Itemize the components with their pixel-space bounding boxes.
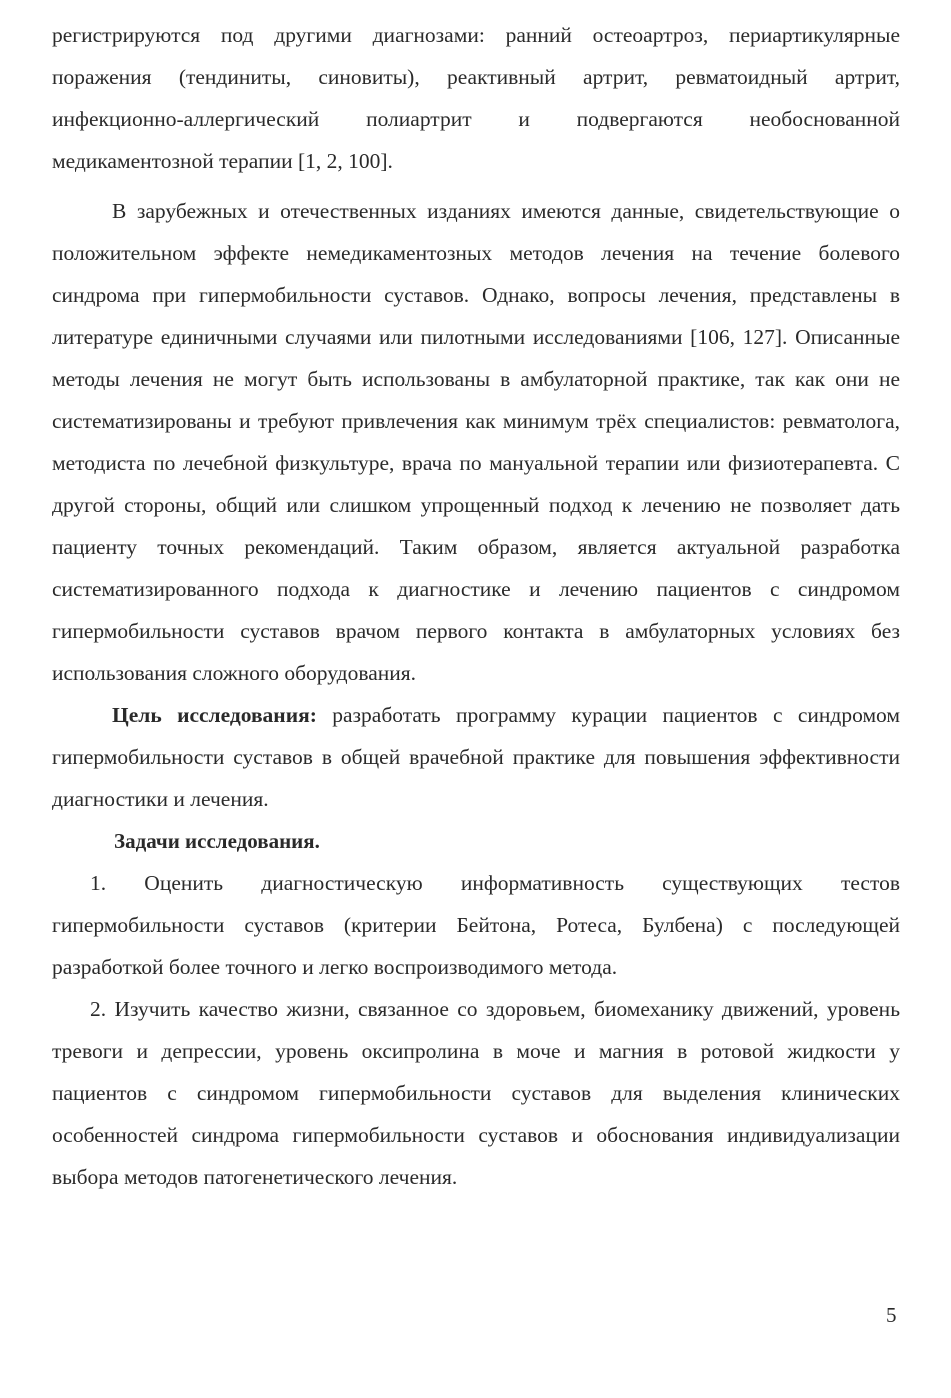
paragraph-treatment-methods: В зарубежных и отечественных изданиях имеются данные, свидетельствующие о положительном эффекте немедикаментозных методов лечения на течение болевого синдрома при гипермобильности суставов. Однако, вопросы лечения, представлены в литературе единичными случаями или пилотными исследованиями [106, 127]. Описанные методы лечения не могут быть использованы в амбулаторной практике, так как они не систематизированы и требуют привлечения как минимум трёх специалистов: ревматолога, методиста по лечебной физкультуре, врача по мануальной терапии или физиотерапевта. С другой стороны, общий или слишком упрощенный подход к лечению не позволяет дать пациенту точных рекомендаций. Таким образом, является актуальной разработка систематизированного подхода к диагностике и лечению пациентов с синдромом гипермобильности суставов врачом первого контакта в амбулаторных условиях без использования сложного оборудования. (52, 199, 900, 685)
aim-text: разработать программу курации пациентов с синдромом гипермобильности суставов в общей врачебной практике для повышения эффективности диагностики и лечения. (52, 703, 900, 811)
document-page (52, 14, 900, 1198)
task-item-1: 1. Оценить диагностическую информативность существующих тестов гипермобильности суставов (критерии Бейтона, Ротеса, Булбена) с последующей разработкой более точного и легко воспроизводимого метода. (52, 871, 900, 979)
paragraph-diagnoses: регистрируются под другими диагнозами: ранний остеоартроз, периартикулярные поражения (тендиниты, синовиты), реактивный артрит, ревматоидный артрит, инфекционно-аллергический полиартрит и подвергаются необоснованной медикаментозной терапии [1, 2, 100]. (52, 23, 900, 173)
aim-label: Цель исследования: (112, 703, 317, 727)
tasks-heading: Задачи исследования. (114, 829, 320, 853)
page-number: 5 (886, 1303, 897, 1327)
task-item-2: 2. Изучить качество жизни, связанное со здоровьем, биомеханику движений, уровень тревоги и депрессии, уровень оксипролина в моче и магния в ротовой жидкости у пациентов с синдромом гипермобильности суставов для выделения клинических особенностей синдрома гипермобильности суставов и обоснования индивидуализации выбора методов патогенетического лечения. (52, 997, 900, 1189)
paragraph-research-aim (52, 694, 900, 820)
